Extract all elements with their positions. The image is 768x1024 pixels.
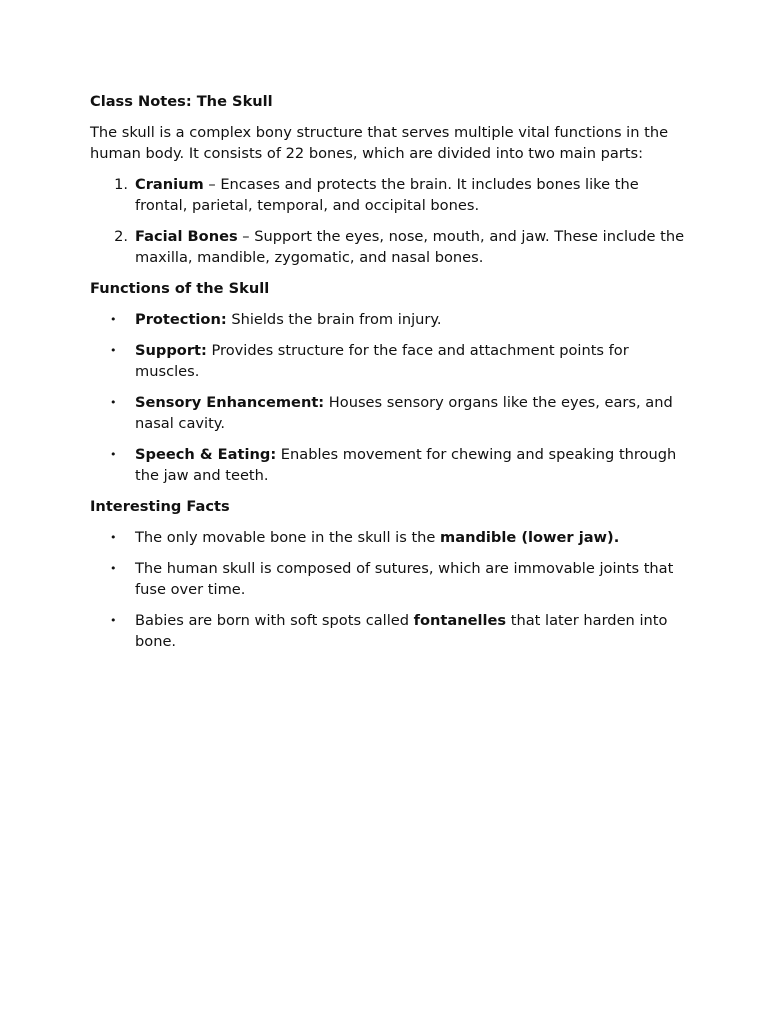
list-item (90, 610, 686, 652)
bullet-icon: • (110, 614, 117, 627)
list-item-term: Protection: (135, 311, 227, 328)
list-item-text: Shields the brain from injury. (226, 311, 442, 328)
list-item-term: Facial Bones (135, 228, 238, 245)
list-item (90, 309, 686, 330)
document-title: Class Notes: The Skull (90, 93, 273, 110)
bullet-icon: • (110, 531, 117, 544)
list-item-term: Speech & Eating: (135, 446, 277, 463)
list-item (90, 527, 686, 548)
skull-parts-list (90, 174, 686, 268)
list-item-text: Enables movement for chewing and speaking through the jaw and teeth. (135, 446, 677, 484)
functions-heading: Functions of the Skull (90, 280, 270, 297)
bullet-icon: • (110, 344, 117, 357)
list-item-text-end: that later harden into bone. (135, 612, 668, 650)
facts-heading: Interesting Facts (90, 498, 230, 515)
list-item-text: – Support the eyes, nose, mouth, and jaw. These include the maxilla, mandible, zygomatic, and nasal bones. (135, 228, 685, 266)
list-item (90, 392, 686, 434)
list-item (90, 444, 686, 486)
list-item (90, 558, 686, 600)
list-item-term: Cranium (135, 176, 204, 193)
bullet-icon: • (110, 313, 117, 326)
document-page (90, 91, 686, 662)
bullet-icon: • (110, 448, 117, 461)
list-number: 1. (114, 176, 128, 193)
list-number: 2. (114, 228, 128, 245)
functions-list (90, 309, 686, 486)
list-item-text: Provides structure for the face and attachment points for muscles. (135, 342, 629, 380)
list-item (90, 340, 686, 382)
list-item-emphasis: mandible (lower jaw). (440, 529, 620, 546)
list-item-emphasis: fontanelles (413, 612, 507, 629)
bullet-icon: • (110, 562, 117, 575)
intro-paragraph: The skull is a complex bony structure that serves multiple vital functions in the human body. It consists of 22 bones, which are divided into two main parts: (90, 124, 669, 162)
list-item-text: The human skull is composed of sutures, which are immovable joints that fuse over time. (135, 560, 674, 598)
bullet-icon: • (110, 396, 117, 409)
list-item-term: Sensory Enhancement: (135, 394, 325, 411)
list-item-text: The only movable bone in the skull is the (135, 529, 441, 546)
list-item-text: Houses sensory organs like the eyes, ears, and nasal cavity. (135, 394, 673, 432)
list-item-text: – Encases and protects the brain. It includes bones like the frontal, parietal, temporal, and occipital bones. (135, 176, 639, 214)
facts-list (90, 527, 686, 652)
list-item (90, 226, 686, 268)
list-item-text: Babies are born with soft spots called (135, 612, 414, 629)
list-item (90, 174, 686, 216)
list-item-term: Support: (135, 342, 207, 359)
